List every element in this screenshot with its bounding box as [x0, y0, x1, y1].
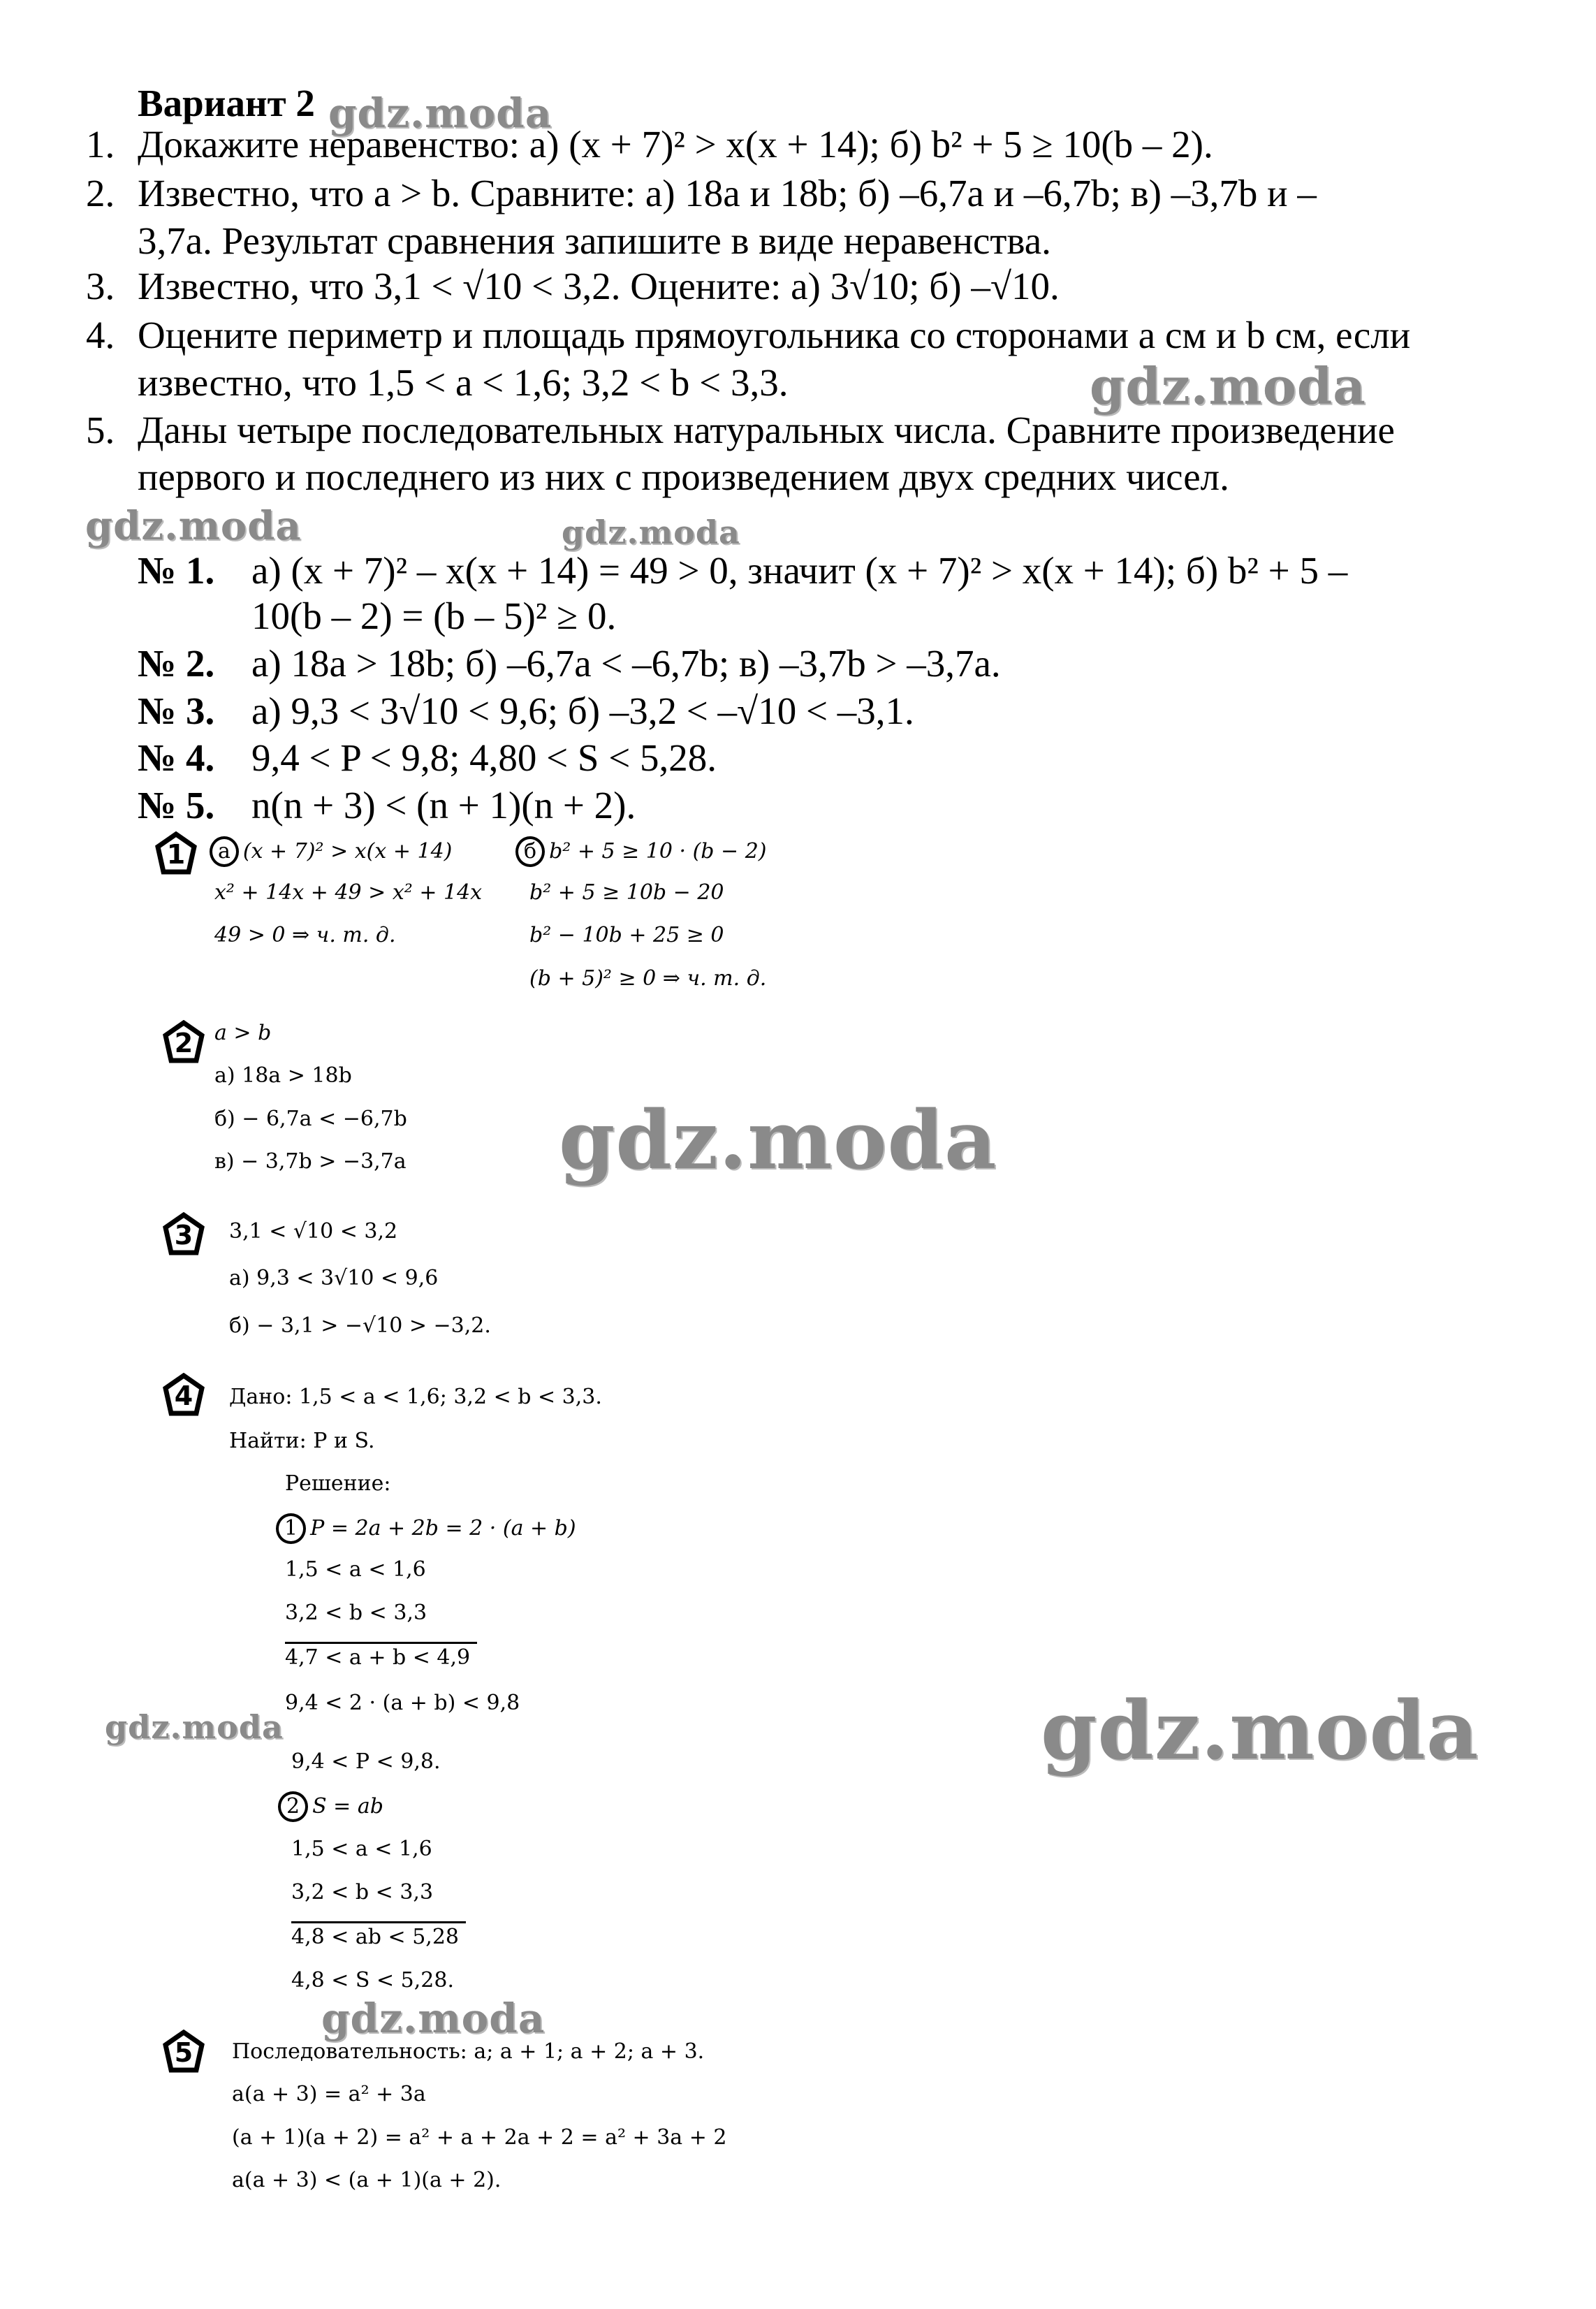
solution-line: 3,1 < √10 < 3,2 — [229, 1219, 398, 1244]
solution-line: x² + 14x + 49 > x² + 14x — [214, 880, 483, 905]
solution-line: b² + 5 ≥ 10b − 20 — [529, 880, 724, 905]
task-text: Оцените периметр и площадь прямоугольника со сторонами a см и b см, если — [138, 314, 1411, 356]
solution-line: a(a + 3) = a² + 3a — [232, 2082, 426, 2106]
task-text: Даны четыре последовательных натуральных числа. Сравните произведение — [138, 409, 1395, 451]
item-circle-marker: 1 — [276, 1513, 306, 1544]
solution-line: b² − 10b + 25 ≥ 0 — [529, 923, 724, 947]
task-number: 3. — [86, 265, 115, 307]
svg-text:2: 2 — [174, 1028, 193, 1058]
solution-line: 1,5 < a < 1,6 — [285, 1557, 426, 1582]
solution-line: а) 18a > 18b — [214, 1063, 352, 1088]
pentagon-number-badge — [163, 2030, 205, 2073]
solution-line: (b + 5)² ≥ 0 ⇒ ч. т. д. — [529, 966, 767, 991]
pentagon-number-badge — [155, 831, 197, 875]
solution-line: б) − 6,7a < −6,7b — [214, 1107, 407, 1131]
task-number: 1. — [86, 123, 115, 166]
svg-text:4: 4 — [174, 1381, 193, 1411]
task-text: Докажите неравенство: а) (x + 7)² > x(x + 14); б) b² + 5 ≥ 10(b – 2). — [138, 123, 1213, 166]
answer-number: № 3. — [138, 690, 215, 732]
solution-line: 3,2 < b < 3,3 — [285, 1601, 427, 1625]
item-circle-marker: а — [210, 836, 239, 867]
solution-line: (a + 1)(a + 2) = a² + a + 2a + 2 = a² + 3a + 2 — [232, 2125, 727, 2150]
solution-line: б) − 3,1 > −√10 > −3,2. — [229, 1313, 491, 1338]
task-text: 3,7a. Результат сравнения запишите в виде неравенства. — [138, 219, 1051, 262]
answer-number: № 4. — [138, 736, 215, 779]
task-text: Известно, что 3,1 < √10 < 3,2. Оцените: а) 3√10; б) –√10. — [138, 265, 1060, 307]
solution-line: 9,4 < P < 9,8. — [291, 1749, 441, 1774]
solution-line: 1,5 < a < 1,6 — [291, 1837, 432, 1861]
answer-number: № 2. — [138, 642, 215, 685]
given-line: Дано: 1,5 < a < 1,6; 3,2 < b < 3,3. — [229, 1385, 602, 1409]
answer-number: № 5. — [138, 784, 215, 826]
solution-label: Решение: — [285, 1471, 391, 1496]
pentagon-number-badge — [163, 1212, 205, 1255]
answer-text: 9,4 < P < 9,8; 4,80 < S < 5,28. — [251, 736, 717, 779]
solution-line: в) − 3,7b > −3,7a — [214, 1149, 407, 1174]
watermark: gdz.moda — [105, 1708, 284, 1746]
solution-line: 49 > 0 ⇒ ч. т. д. — [214, 923, 396, 947]
answer-text: а) (x + 7)² – x(x + 14) = 49 > 0, значит (x + 7)² > x(x + 14); б) b² + 5 – — [251, 549, 1348, 592]
watermark: gdz.moda — [1041, 1684, 1479, 1778]
watermark: gdz.moda — [559, 1093, 997, 1188]
solution-line: a > b — [214, 1021, 272, 1045]
find-line: Найти: P и S. — [229, 1429, 375, 1453]
answer-text: а) 18a > 18b; б) –6,7a < –6,7b; в) –3,7b > –3,7a. — [251, 642, 1001, 685]
svg-text:1: 1 — [166, 839, 186, 870]
variant-title: Вариант 2 — [138, 82, 315, 124]
solution-line: 3,2 < b < 3,3 — [291, 1880, 434, 1904]
watermark: gdz.moda — [1090, 356, 1366, 416]
answer-text: а) 9,3 < 3√10 < 9,6; б) –3,2 < –√10 < –3,1. — [251, 690, 914, 732]
answer-text: 10(b – 2) = (b – 5)² ≥ 0. — [251, 595, 617, 637]
solution-line: б b² + 5 ≥ 10 · (b − 2) — [515, 836, 767, 867]
solution-line: 1 P = 2a + 2b = 2 · (a + b) — [276, 1513, 576, 1544]
svg-text:5: 5 — [174, 2037, 193, 2068]
task-text: Известно, что a > b. Сравните: а) 18a и 18b; б) –6,7a и –6,7b; в) –3,7b и – — [138, 172, 1317, 214]
task-number: 4. — [86, 314, 115, 356]
solution-sum-line: 4,7 < a + b < 4,9 — [285, 1642, 477, 1672]
solution-line: 2 S = ab — [278, 1791, 383, 1822]
watermark: gdz.moda — [562, 513, 740, 551]
watermark: gdz.moda — [85, 503, 302, 549]
pentagon-number-badge — [163, 1020, 205, 1063]
solution-line: a(a + 3) < (a + 1)(a + 2). — [232, 2168, 502, 2192]
pentagon-number-badge — [163, 1373, 205, 1416]
solution-line: а) 9,3 < 3√10 < 9,6 — [229, 1266, 439, 1290]
item-circle-marker: б — [515, 836, 545, 867]
svg-text:3: 3 — [174, 1220, 193, 1251]
answer-number: № 1. — [138, 549, 215, 592]
answer-text: n(n + 3) < (n + 1)(n + 2). — [251, 784, 636, 826]
watermark: gdz.moda — [321, 1995, 546, 2042]
task-number: 2. — [86, 172, 115, 214]
solution-line: 9,4 < 2 · (a + b) < 9,8 — [285, 1691, 520, 1715]
solution-line: 4,8 < S < 5,28. — [291, 1968, 455, 1993]
task-text: известно, что 1,5 < a < 1,6; 3,2 < b < 3,3. — [138, 361, 789, 404]
solution-product-line: 4,8 < ab < 5,28 — [291, 1921, 466, 1951]
solution-line: а (x + 7)² > x(x + 14) — [210, 836, 452, 867]
watermark: gdz.moda — [328, 89, 552, 137]
task-number: 5. — [86, 409, 115, 451]
solution-line: Последовательность: a; a + 1; a + 2; a + 3. — [232, 2039, 705, 2064]
task-text: первого и последнего из них с произведением двух средних чисел. — [138, 456, 1229, 498]
item-circle-marker: 2 — [278, 1791, 308, 1822]
